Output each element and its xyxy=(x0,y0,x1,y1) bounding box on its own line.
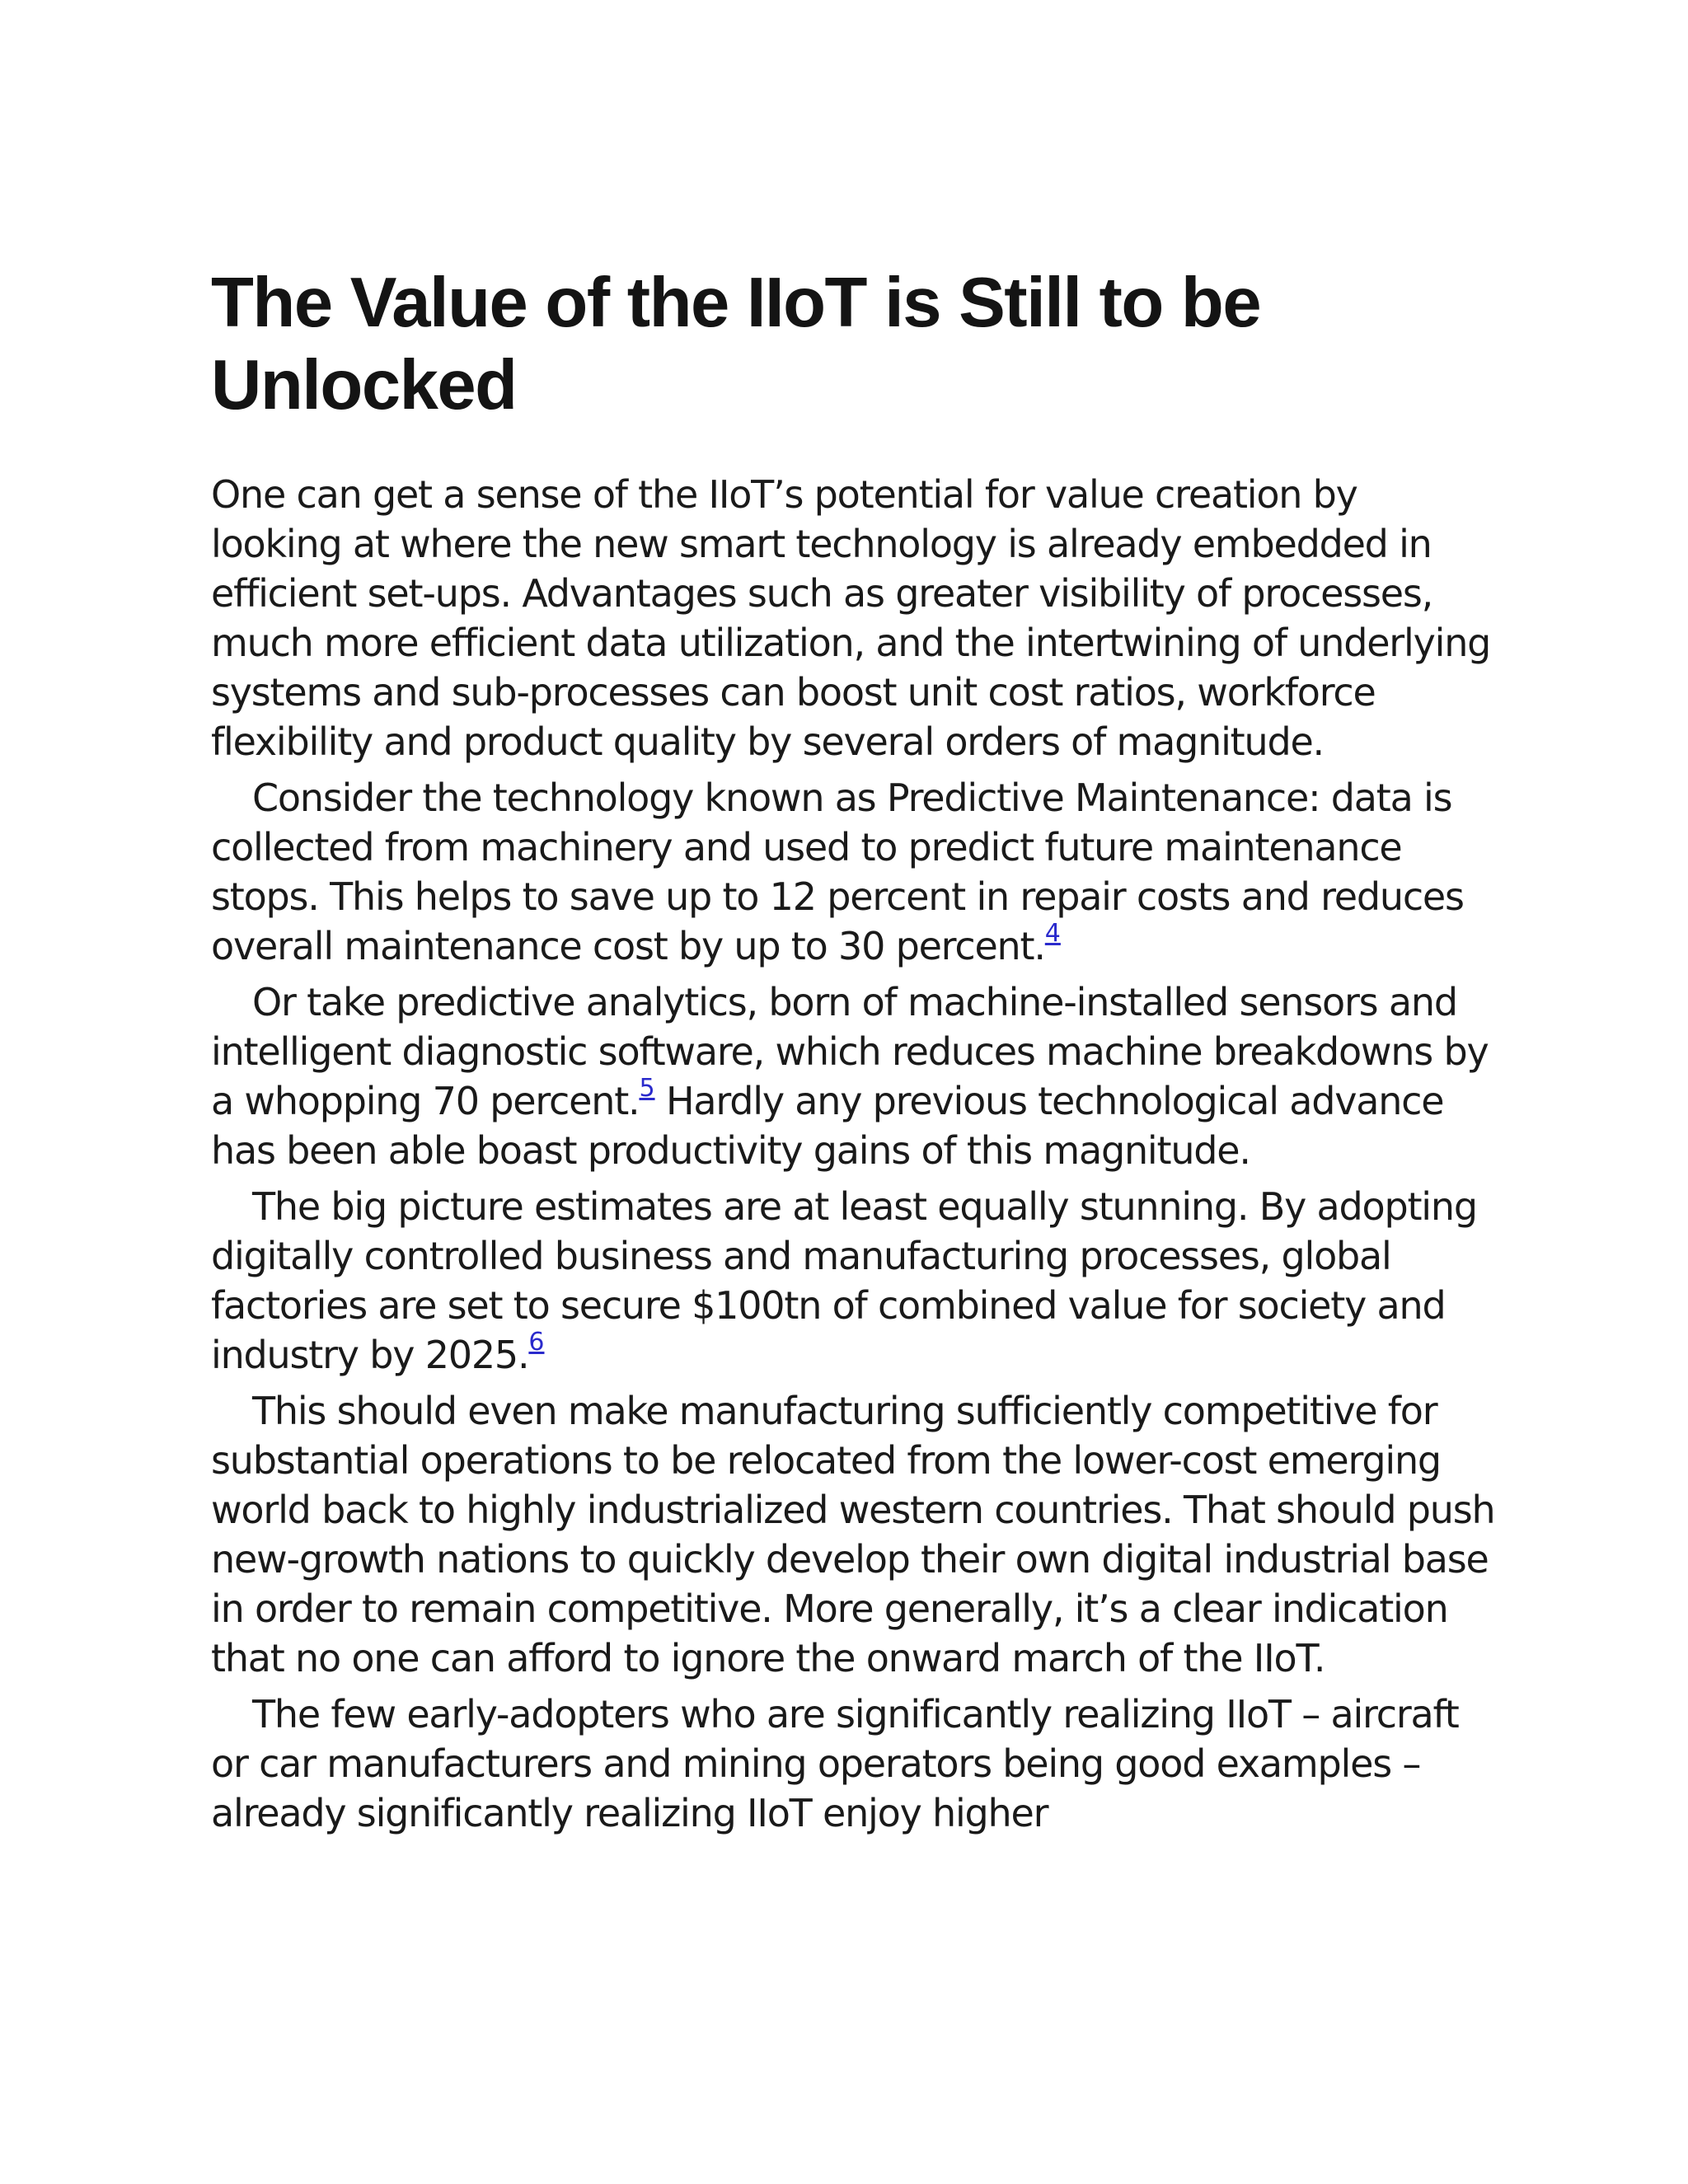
paragraph-6 xyxy=(211,1690,1497,1838)
paragraph-text: One can get a sense of the IIoT’s potential for value creation by looking at where the new smart technology is already embedded in efficient set-ups. Advantages such as greater visibility of processes, much more efficient data utilization, and the intertwining of underlying systems and sub-processes can boost unit cost ratios, workforce flexibility and product quality by several orders of magnitude. xyxy=(211,472,1491,764)
footnote-link-6[interactable]: 6 xyxy=(528,1328,545,1357)
paragraph-1 xyxy=(211,470,1497,766)
paragraph-text: The big picture estimates are at least equally stunning. By adopting digitally controlled business and manufacturing processes, global factories are set to secure $100tn of combined value for society and industry by 2025. xyxy=(211,1184,1477,1377)
paragraph-2 xyxy=(211,773,1497,971)
footnote-link-5[interactable]: 5 xyxy=(639,1074,655,1103)
paragraph-text: Or take predictive analytics, born of machine-installed sensors and intelligent diagnostic software, which reduces machine breakdowns by a whopping 70 percent. xyxy=(211,980,1489,1123)
section-heading: The Value of the IIoT is Still to be Unlocked xyxy=(211,264,1261,424)
paragraph-text: Consider the technology known as Predictive Maintenance: data is collected from machinery and used to predict future maintenance stops. This helps to save up to 12 percent in repair costs and reduces overall maintenance cost by up to 30 percent. xyxy=(211,776,1464,968)
paragraph-text: This should even make manufacturing sufficiently competitive for substantial operations to be relocated from the lower-cost emerging world back to highly industrialized western countries. That should push new-growth nations to quickly develop their own digital industrial base in order to remain competitive. More generally, it’s a clear indication that no one can afford to ignore the onward march of the IIoT. xyxy=(211,1389,1495,1680)
footnote-link-4[interactable]: 4 xyxy=(1044,919,1061,948)
paragraph-4 xyxy=(211,1182,1497,1380)
paragraph-3 xyxy=(211,977,1497,1175)
paragraph-5 xyxy=(211,1386,1497,1683)
paragraph-text: The few early-adopters who are significantly realizing IIoT – aircraft or car manufacturers and mining operators being good examples – already significantly realizing IIoT enjoy higher xyxy=(211,1692,1459,1835)
paragraph-text-continued: Hardly any previous technological advance has been able boast productivity gains of this magnitude. xyxy=(211,1079,1444,1173)
document-page xyxy=(211,262,1497,1844)
